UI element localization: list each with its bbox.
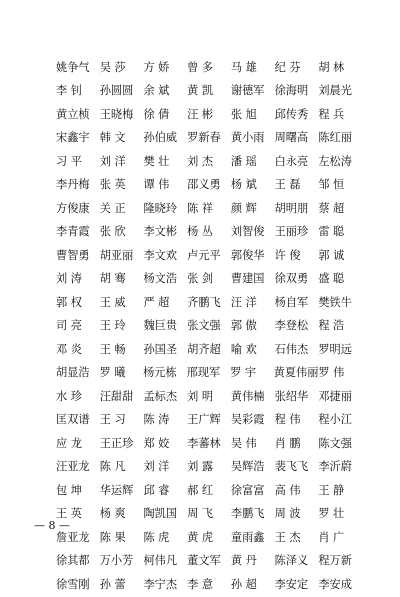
name-row: [56, 550, 362, 574]
name-entry: 童雨鑫: [230, 530, 265, 544]
name-entry: 詹亚龙: [56, 530, 90, 544]
name-entry: 胡 林: [318, 60, 345, 74]
name-entry: 孙 超: [230, 577, 257, 591]
name-entry: 吴 莎: [99, 60, 126, 74]
name-entry: 王晓梅: [99, 107, 134, 121]
name-entry: 胡 骞: [99, 272, 126, 286]
name-entry: 李文彬: [143, 225, 178, 239]
name-entry: 曹智勇: [56, 248, 90, 262]
name-row: [56, 268, 362, 292]
name-entry: 刘 洋: [143, 460, 170, 474]
name-entry: 邱传秀: [274, 107, 309, 121]
name-entry: 胡齐超: [187, 342, 221, 356]
name-entry: 李丹梅: [56, 178, 90, 192]
name-entry: 吴彩霞: [230, 413, 265, 427]
name-entry: 黄立桢: [56, 107, 90, 121]
name-entry: 黄小雨: [230, 131, 265, 145]
name-entry: 张绍华: [274, 389, 309, 403]
name-entry: 应 龙: [56, 436, 82, 450]
name-entry: 谢德军: [230, 84, 265, 98]
name-entry: 李宁杰: [143, 577, 178, 591]
name-entry: 肖 鹏: [274, 436, 301, 450]
name-entry: 程万新: [318, 554, 352, 568]
name-row: [56, 103, 362, 127]
name-entry: 王 静: [318, 483, 345, 497]
name-entry: 陈 凡: [99, 460, 126, 474]
name-entry: 孟标杰: [143, 389, 178, 403]
name-entry: 严 超: [143, 295, 170, 309]
name-entry: 徐双勇: [274, 272, 309, 286]
name-entry: 徐雪刚: [56, 577, 90, 591]
name-entry: 徐海明: [274, 84, 309, 98]
name-entry: 杨 丛: [187, 225, 214, 239]
name-entry: 石伟杰: [274, 342, 309, 356]
name-entry: 杨自军: [274, 295, 309, 309]
name-entry: 许 俊: [274, 248, 301, 262]
name-entry: 周曙高: [274, 131, 309, 145]
name-entry: 陈 虎: [143, 530, 170, 544]
name-entry: 张 剑: [187, 272, 214, 286]
name-entry: 杨 斌: [230, 178, 257, 192]
name-entry: 曹建国: [230, 272, 265, 286]
name-entry: 黄 凯: [187, 84, 214, 98]
name-entry: 李安定: [274, 577, 309, 591]
name-entry: 张文强: [187, 319, 221, 333]
name-entry: 邹 恒: [318, 178, 345, 192]
name-row: [56, 456, 362, 480]
name-entry: 李 钊: [56, 84, 82, 98]
name-entry: 胡显浩: [56, 366, 90, 380]
name-entry: 李沂蔚: [318, 460, 352, 474]
name-entry: 隆晓玲: [143, 201, 178, 215]
name-entry: 罗 曦: [99, 366, 126, 380]
name-entry: 黄 虎: [187, 530, 214, 544]
name-entry: 罗 宇: [230, 366, 257, 380]
name-entry: 盛 聪: [318, 272, 345, 286]
name-entry: 陶凯国: [143, 507, 178, 521]
name-entry: 郑 姣: [143, 436, 170, 450]
name-entry: 孙伯威: [143, 131, 178, 145]
name-row: [56, 127, 362, 151]
name-entry: 方 娇: [143, 60, 170, 74]
name-entry: 华运辉: [99, 483, 134, 497]
name-entry: 马 雄: [230, 60, 257, 74]
name-row: [56, 338, 362, 362]
page-number: — 8 —: [34, 519, 70, 532]
name-entry: 纪 芬: [274, 60, 301, 74]
name-entry: 颜 辉: [230, 201, 257, 215]
name-entry: 李文欢: [143, 248, 178, 262]
name-entry: 罗明远: [318, 342, 352, 356]
name-entry: 杨元栋: [143, 366, 177, 380]
name-entry: 汪甜甜: [99, 389, 134, 403]
name-entry: 邱 睿: [143, 483, 170, 497]
name-entry: 刘晨光: [318, 84, 352, 98]
name-entry: 罗新春: [187, 131, 221, 145]
name-entry: 黄伟楠: [230, 389, 265, 403]
name-entry: 王正珍: [99, 436, 134, 450]
name-entry: 水 珍: [56, 389, 82, 403]
name-entry: 王 杰: [274, 530, 301, 544]
name-entry: 韩 文: [99, 131, 126, 145]
name-row: [56, 197, 362, 221]
name-entry: 王 畅: [99, 342, 126, 356]
name-row: [56, 291, 362, 315]
name-entry: 裴飞飞: [274, 460, 309, 474]
name-entry: 王 磊: [274, 178, 301, 192]
name-entry: 习 平: [56, 154, 82, 168]
name-entry: 胡明朋: [274, 201, 309, 215]
name-entry: 刘 露: [187, 460, 214, 474]
name-row: [56, 315, 362, 339]
name-entry: 万小芳: [99, 554, 134, 568]
name-entry: 徐其都: [56, 554, 90, 568]
name-entry: 王 习: [99, 413, 126, 427]
name-row: [56, 573, 362, 597]
name-entry: 杨 爽: [99, 507, 126, 521]
name-entry: 邓 炎: [56, 342, 82, 356]
name-entry: 陈 涛: [143, 413, 170, 427]
name-entry: 余 斌: [143, 84, 170, 98]
name-entry: 孙国圣: [143, 342, 178, 356]
name-entry: 吴 伟: [230, 436, 257, 450]
name-row: [56, 526, 362, 550]
name-entry: 邵义勇: [187, 178, 221, 192]
name-entry: 李登松: [274, 319, 309, 333]
name-entry: 郭 权: [56, 295, 82, 309]
name-entry: 樊 壮: [143, 154, 170, 168]
name-entry: 程 兵: [318, 107, 345, 121]
name-entry: 王广辉: [187, 413, 221, 427]
name-entry: 李安成: [318, 577, 352, 591]
name-entry: 王 玲: [99, 319, 126, 333]
name-entry: 胡亚丽: [99, 248, 134, 262]
name-entry: 徐 倩: [143, 107, 170, 121]
name-entry: 王 英: [56, 507, 82, 521]
name-entry: 邢现军: [186, 366, 221, 380]
name-entry: 陈红丽: [318, 131, 352, 145]
name-entry: 张 英: [99, 178, 126, 192]
name-entry: 李 意: [187, 577, 214, 591]
name-entry: 周 波: [274, 507, 301, 521]
name-entry: 樊铁牛: [318, 295, 352, 309]
name-entry: 李青霞: [56, 225, 90, 239]
name-entry: 陈 果: [99, 530, 126, 544]
name-row: [56, 362, 362, 386]
name-entry: 黄 丹: [230, 554, 257, 568]
name-entry: 黄夏伟丽: [273, 366, 319, 380]
name-entry: 高 伟: [274, 483, 301, 497]
name-row: [56, 221, 362, 245]
name-entry: 关 正: [99, 201, 126, 215]
name-entry: 方俊康: [56, 201, 90, 215]
name-entry: 蔡 超: [318, 201, 345, 215]
name-entry: 曾 多: [187, 60, 214, 74]
name-entry: 柯伟凡: [143, 554, 178, 568]
name-entry: 吴辉浩: [230, 460, 265, 474]
name-entry: 王丽珍: [274, 225, 309, 239]
name-entry: 刘 涛: [56, 272, 82, 286]
name-entry: 白永亮: [274, 154, 309, 168]
name-entry: 谭 伟: [143, 178, 170, 192]
name-entry: 郭 诚: [318, 248, 345, 262]
name-entry: 宋鑫宇: [56, 131, 90, 145]
name-row: [56, 174, 362, 198]
name-entry: 郭 傲: [230, 319, 257, 333]
name-entry: 包 坤: [56, 483, 82, 497]
name-entry: 肖 广: [318, 530, 345, 544]
name-entry: 雷 聪: [318, 225, 345, 239]
name-row: [56, 503, 362, 527]
name-row: [56, 432, 362, 456]
name-entry: 魏巨贵: [143, 319, 178, 333]
name-row: [56, 479, 362, 503]
name-entry: 李鹏飞: [230, 507, 265, 521]
name-entry: 李蕃林: [187, 436, 221, 450]
names-table: [56, 56, 362, 597]
name-entry: 刘 杰: [187, 154, 214, 168]
name-entry: 程 浩: [318, 319, 345, 333]
name-entry: 王 威: [99, 295, 126, 309]
name-entry: 刘 洋: [99, 154, 126, 168]
name-row: [56, 385, 362, 409]
name-entry: 左松涛: [318, 154, 352, 168]
name-row: [56, 80, 362, 104]
name-entry: 徐富富: [230, 483, 265, 497]
name-entry: 刘智俊: [230, 225, 265, 239]
name-entry: 姚争气: [56, 60, 90, 74]
name-entry: 司 亮: [56, 319, 82, 333]
name-entry: 董文军: [187, 554, 221, 568]
name-entry: 郭俊华: [230, 248, 265, 262]
name-entry: 罗 伟: [318, 366, 345, 380]
name-entry: 孙圆圆: [99, 84, 134, 98]
name-entry: 郝 红: [187, 483, 214, 497]
name-entry: 罗 壮: [318, 507, 345, 521]
name-row: [56, 244, 362, 268]
name-entry: 程 伟: [274, 413, 301, 427]
name-entry: 卢元平: [187, 248, 221, 262]
name-entry: 陈泽义: [274, 554, 309, 568]
name-row: [56, 56, 362, 80]
name-entry: 陈文强: [318, 436, 352, 450]
name-row: [56, 150, 362, 174]
name-entry: 匡双谱: [56, 413, 90, 427]
name-row: [56, 409, 362, 433]
name-entry: 汪 彬: [187, 107, 214, 121]
name-entry: 程小江: [318, 413, 352, 427]
name-entry: 齐鹏飞: [187, 295, 221, 309]
name-entry: 汪亚龙: [56, 460, 90, 474]
name-entry: 邓捷丽: [318, 389, 352, 403]
name-entry: 刘 明: [187, 389, 214, 403]
name-entry: 喻 欢: [230, 342, 257, 356]
name-entry: 孙 蕾: [99, 577, 126, 591]
name-entry: 潘 瑶: [230, 154, 257, 168]
name-entry: 张 欣: [99, 225, 126, 239]
name-entry: 陈 祥: [187, 201, 214, 215]
name-entry: 杨文浩: [143, 272, 178, 286]
name-entry: 张 旭: [230, 107, 257, 121]
name-entry: 周 飞: [187, 507, 214, 521]
name-entry: 汪 洋: [230, 295, 257, 309]
